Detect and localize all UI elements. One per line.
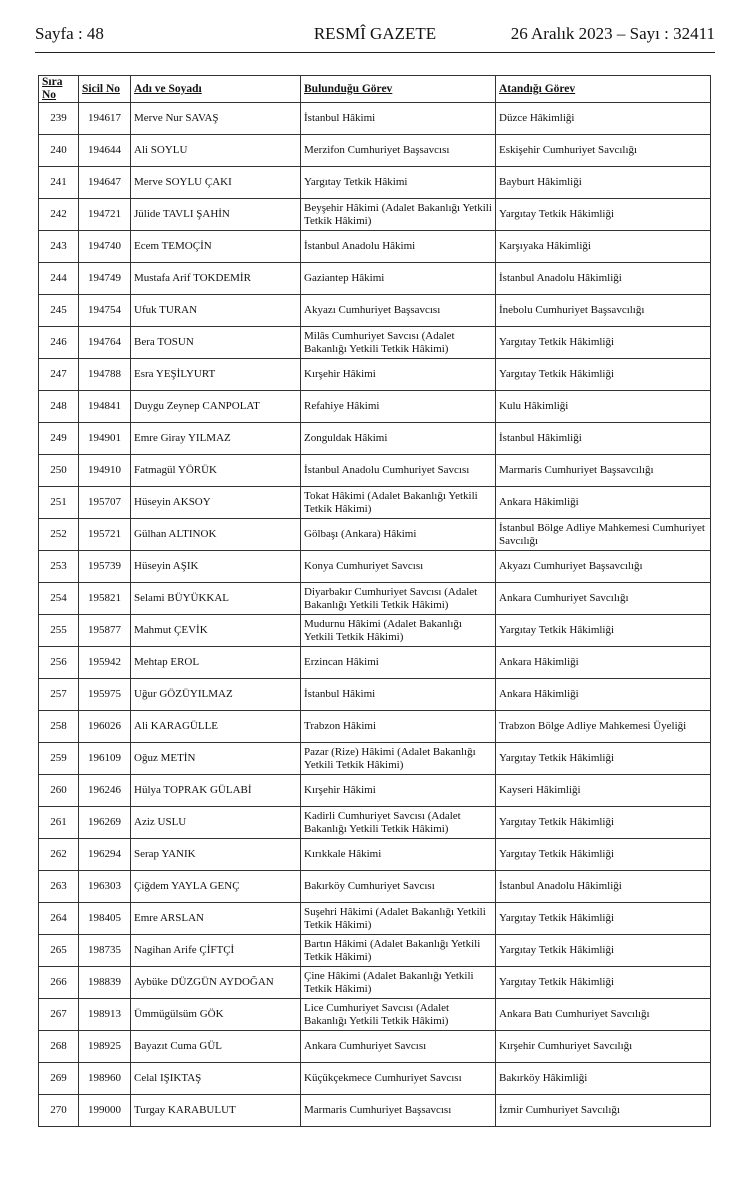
table-row	[39, 1031, 711, 1063]
cell-bulundugu-gorev: Trabzon Hâkimi	[301, 711, 496, 743]
cell-adi-soyadi: Bayazıt Cuma GÜL	[131, 1031, 301, 1063]
cell-adi-soyadi: Ufuk TURAN	[131, 295, 301, 327]
cell-sira-no: 270	[39, 1095, 79, 1127]
cell-sicil-no: 194754	[79, 295, 131, 327]
cell-adi-soyadi: Merve SOYLU ÇAKI	[131, 167, 301, 199]
cell-sicil-no: 198960	[79, 1063, 131, 1095]
cell-sira-no: 266	[39, 967, 79, 999]
table-row	[39, 327, 711, 359]
cell-bulundugu-gorev: Çine Hâkimi (Adalet Bakanlığı Yetkili Tetkik Hâkimi)	[301, 967, 496, 999]
cell-atandigi-gorev: İstanbul Bölge Adliye Mahkemesi Cumhuriyet Savcılığı	[496, 519, 711, 551]
cell-adi-soyadi: Ali SOYLU	[131, 135, 301, 167]
table-row	[39, 839, 711, 871]
cell-sicil-no: 196109	[79, 743, 131, 775]
cell-sicil-no: 198405	[79, 903, 131, 935]
cell-sira-no: 256	[39, 647, 79, 679]
cell-bulundugu-gorev: Mudurnu Hâkimi (Adalet Bakanlığı Yetkili Tetkik Hâkimi)	[301, 615, 496, 647]
cell-sicil-no: 199000	[79, 1095, 131, 1127]
cell-sicil-no: 194644	[79, 135, 131, 167]
cell-adi-soyadi: Jülide TAVLI ŞAHİN	[131, 199, 301, 231]
cell-adi-soyadi: Uğur GÖZÜYILMAZ	[131, 679, 301, 711]
cell-sira-no: 257	[39, 679, 79, 711]
cell-bulundugu-gorev: Ankara Cumhuriyet Savcısı	[301, 1031, 496, 1063]
cell-atandigi-gorev: Yargıtay Tetkik Hâkimliği	[496, 743, 711, 775]
cell-sira-no: 265	[39, 935, 79, 967]
cell-atandigi-gorev: Yargıtay Tetkik Hâkimliği	[496, 839, 711, 871]
cell-bulundugu-gorev: Bakırköy Cumhuriyet Savcısı	[301, 871, 496, 903]
table-row	[39, 583, 711, 615]
cell-sira-no: 267	[39, 999, 79, 1031]
cell-adi-soyadi: Fatmagül YÖRÜK	[131, 455, 301, 487]
cell-adi-soyadi: Aybüke DÜZGÜN AYDOĞAN	[131, 967, 301, 999]
cell-atandigi-gorev: Kulu Hâkimliği	[496, 391, 711, 423]
column-header-sicil-no: Sicil No	[79, 76, 131, 103]
cell-sicil-no: 194901	[79, 423, 131, 455]
cell-adi-soyadi: Serap YANIK	[131, 839, 301, 871]
cell-bulundugu-gorev: Kadirli Cumhuriyet Savcısı (Adalet Bakanlığı Yetkili Tetkik Hâkimi)	[301, 807, 496, 839]
cell-bulundugu-gorev: Kırşehir Hâkimi	[301, 359, 496, 391]
cell-bulundugu-gorev: Marmaris Cumhuriyet Başsavcısı	[301, 1095, 496, 1127]
cell-sira-no: 251	[39, 487, 79, 519]
table-row	[39, 519, 711, 551]
cell-sira-no: 241	[39, 167, 79, 199]
table-row	[39, 103, 711, 135]
cell-sicil-no: 194910	[79, 455, 131, 487]
cell-bulundugu-gorev: Beyşehir Hâkimi (Adalet Bakanlığı Yetkili Tetkik Hâkimi)	[301, 199, 496, 231]
cell-atandigi-gorev: Yargıtay Tetkik Hâkimliği	[496, 903, 711, 935]
cell-atandigi-gorev: Bayburt Hâkimliği	[496, 167, 711, 199]
date-issue: 26 Aralık 2023 – Sayı : 32411	[510, 24, 715, 43]
cell-sira-no: 262	[39, 839, 79, 871]
table-row	[39, 551, 711, 583]
page-number: Sayfa : 48	[35, 24, 104, 43]
cell-atandigi-gorev: Eskişehir Cumhuriyet Savcılığı	[496, 135, 711, 167]
cell-bulundugu-gorev: Yargıtay Tetkik Hâkimi	[301, 167, 496, 199]
cell-sira-no: 260	[39, 775, 79, 807]
cell-atandigi-gorev: Yargıtay Tetkik Hâkimliği	[496, 967, 711, 999]
cell-adi-soyadi: Gülhan ALTINOK	[131, 519, 301, 551]
cell-atandigi-gorev: Ankara Hâkimliği	[496, 679, 711, 711]
cell-sicil-no: 195707	[79, 487, 131, 519]
cell-sicil-no: 196026	[79, 711, 131, 743]
cell-sira-no: 249	[39, 423, 79, 455]
table-row	[39, 423, 711, 455]
cell-sira-no: 243	[39, 231, 79, 263]
cell-bulundugu-gorev: Erzincan Hâkimi	[301, 647, 496, 679]
table-row	[39, 391, 711, 423]
cell-sira-no: 268	[39, 1031, 79, 1063]
table-header-row	[39, 76, 711, 103]
cell-sira-no: 252	[39, 519, 79, 551]
cell-sicil-no: 195877	[79, 615, 131, 647]
cell-bulundugu-gorev: Refahiye Hâkimi	[301, 391, 496, 423]
cell-adi-soyadi: Hüseyin AŞIK	[131, 551, 301, 583]
cell-atandigi-gorev: Karşıyaka Hâkimliği	[496, 231, 711, 263]
table-row	[39, 167, 711, 199]
cell-bulundugu-gorev: Diyarbakır Cumhuriyet Savcısı (Adalet Bakanlığı Yetkili Tetkik Hâkimi)	[301, 583, 496, 615]
cell-adi-soyadi: Ümmügülsüm GÖK	[131, 999, 301, 1031]
cell-bulundugu-gorev: Akyazı Cumhuriyet Başsavcısı	[301, 295, 496, 327]
cell-adi-soyadi: Celal IŞIKTAŞ	[131, 1063, 301, 1095]
cell-adi-soyadi: Emre Giray YILMAZ	[131, 423, 301, 455]
cell-atandigi-gorev: Yargıtay Tetkik Hâkimliği	[496, 935, 711, 967]
cell-atandigi-gorev: Marmaris Cumhuriyet Başsavcılığı	[496, 455, 711, 487]
table-row	[39, 231, 711, 263]
cell-atandigi-gorev: Yargıtay Tetkik Hâkimliği	[496, 359, 711, 391]
cell-sira-no: 248	[39, 391, 79, 423]
cell-adi-soyadi: Emre ARSLAN	[131, 903, 301, 935]
table-row	[39, 135, 711, 167]
cell-sicil-no: 194788	[79, 359, 131, 391]
cell-bulundugu-gorev: Tokat Hâkimi (Adalet Bakanlığı Yetkili Tetkik Hâkimi)	[301, 487, 496, 519]
cell-atandigi-gorev: Yargıtay Tetkik Hâkimliği	[496, 615, 711, 647]
cell-sicil-no: 195975	[79, 679, 131, 711]
cell-adi-soyadi: Turgay KARABULUT	[131, 1095, 301, 1127]
cell-sicil-no: 195821	[79, 583, 131, 615]
cell-sicil-no: 194740	[79, 231, 131, 263]
cell-bulundugu-gorev: İstanbul Anadolu Hâkimi	[301, 231, 496, 263]
cell-adi-soyadi: Ali KARAGÜLLE	[131, 711, 301, 743]
cell-sicil-no: 194721	[79, 199, 131, 231]
cell-atandigi-gorev: İstanbul Hâkimliği	[496, 423, 711, 455]
cell-sira-no: 263	[39, 871, 79, 903]
table-row	[39, 487, 711, 519]
table-row	[39, 935, 711, 967]
cell-adi-soyadi: Selami BÜYÜKKAL	[131, 583, 301, 615]
cell-adi-soyadi: Aziz USLU	[131, 807, 301, 839]
table-row	[39, 199, 711, 231]
table-row	[39, 775, 711, 807]
table-row	[39, 295, 711, 327]
cell-sicil-no: 194647	[79, 167, 131, 199]
cell-sira-no: 261	[39, 807, 79, 839]
table-row	[39, 807, 711, 839]
cell-atandigi-gorev: İstanbul Anadolu Hâkimliği	[496, 263, 711, 295]
cell-atandigi-gorev: Yargıtay Tetkik Hâkimliği	[496, 807, 711, 839]
cell-sira-no: 269	[39, 1063, 79, 1095]
cell-sira-no: 247	[39, 359, 79, 391]
table-row	[39, 711, 711, 743]
cell-sira-no: 242	[39, 199, 79, 231]
table-row	[39, 999, 711, 1031]
cell-sira-no: 239	[39, 103, 79, 135]
table-body	[39, 103, 711, 1127]
column-header-adi-soyadi: Adı ve Soyadı	[131, 76, 301, 103]
cell-bulundugu-gorev: Küçükçekmece Cumhuriyet Savcısı	[301, 1063, 496, 1095]
cell-adi-soyadi: Mustafa Arif TOKDEMİR	[131, 263, 301, 295]
cell-sicil-no: 195942	[79, 647, 131, 679]
cell-sicil-no: 196294	[79, 839, 131, 871]
cell-sira-no: 244	[39, 263, 79, 295]
cell-adi-soyadi: Merve Nur SAVAŞ	[131, 103, 301, 135]
cell-sira-no: 264	[39, 903, 79, 935]
cell-sira-no: 253	[39, 551, 79, 583]
cell-sira-no: 259	[39, 743, 79, 775]
cell-bulundugu-gorev: Merzifon Cumhuriyet Başsavcısı	[301, 135, 496, 167]
cell-adi-soyadi: Çiğdem YAYLA GENÇ	[131, 871, 301, 903]
cell-bulundugu-gorev: Pazar (Rize) Hâkimi (Adalet Bakanlığı Yetkili Tetkik Hâkimi)	[301, 743, 496, 775]
header-rule	[35, 52, 715, 53]
table-row	[39, 967, 711, 999]
cell-adi-soyadi: Oğuz METİN	[131, 743, 301, 775]
cell-sicil-no: 194841	[79, 391, 131, 423]
cell-atandigi-gorev: Akyazı Cumhuriyet Başsavcılığı	[496, 551, 711, 583]
cell-sicil-no: 194617	[79, 103, 131, 135]
cell-sira-no: 258	[39, 711, 79, 743]
cell-atandigi-gorev: Düzce Hâkimliği	[496, 103, 711, 135]
cell-bulundugu-gorev: Konya Cumhuriyet Savcısı	[301, 551, 496, 583]
cell-bulundugu-gorev: Milâs Cumhuriyet Savcısı (Adalet Bakanlığı Yetkili Tetkik Hâkimi)	[301, 327, 496, 359]
cell-sira-no: 255	[39, 615, 79, 647]
cell-sicil-no: 196269	[79, 807, 131, 839]
cell-sicil-no: 198925	[79, 1031, 131, 1063]
table-row	[39, 455, 711, 487]
table-row	[39, 679, 711, 711]
cell-bulundugu-gorev: Lice Cumhuriyet Savcısı (Adalet Bakanlığı Yetkili Tetkik Hâkimi)	[301, 999, 496, 1031]
cell-adi-soyadi: Esra YEŞİLYURT	[131, 359, 301, 391]
table-row	[39, 1095, 711, 1127]
cell-sira-no: 254	[39, 583, 79, 615]
cell-sira-no: 240	[39, 135, 79, 167]
cell-adi-soyadi: Mehtap EROL	[131, 647, 301, 679]
cell-adi-soyadi: Hüseyin AKSOY	[131, 487, 301, 519]
cell-atandigi-gorev: Trabzon Bölge Adliye Mahkemesi Üyeliği	[496, 711, 711, 743]
table-row	[39, 903, 711, 935]
cell-sicil-no: 194764	[79, 327, 131, 359]
cell-atandigi-gorev: Kayseri Hâkimliği	[496, 775, 711, 807]
cell-bulundugu-gorev: İstanbul Hâkimi	[301, 103, 496, 135]
cell-atandigi-gorev: İstanbul Anadolu Hâkimliği	[496, 871, 711, 903]
cell-atandigi-gorev: Yargıtay Tetkik Hâkimliği	[496, 327, 711, 359]
cell-sira-no: 246	[39, 327, 79, 359]
cell-adi-soyadi: Mahmut ÇEVİK	[131, 615, 301, 647]
cell-atandigi-gorev: Bakırköy Hâkimliği	[496, 1063, 711, 1095]
cell-adi-soyadi: Ecem TEMOÇİN	[131, 231, 301, 263]
cell-adi-soyadi: Nagihan Arife ÇİFTÇİ	[131, 935, 301, 967]
cell-sicil-no: 198839	[79, 967, 131, 999]
cell-bulundugu-gorev: İstanbul Hâkimi	[301, 679, 496, 711]
cell-adi-soyadi: Bera TOSUN	[131, 327, 301, 359]
cell-atandigi-gorev: Kırşehir Cumhuriyet Savcılığı	[496, 1031, 711, 1063]
cell-adi-soyadi: Duygu Zeynep CANPOLAT	[131, 391, 301, 423]
column-header-sira-no: Sıra No	[39, 76, 79, 103]
cell-atandigi-gorev: İnebolu Cumhuriyet Başsavcılığı	[496, 295, 711, 327]
cell-bulundugu-gorev: Gölbaşı (Ankara) Hâkimi	[301, 519, 496, 551]
cell-sira-no: 245	[39, 295, 79, 327]
cell-sicil-no: 194749	[79, 263, 131, 295]
table-row	[39, 615, 711, 647]
cell-sira-no: 250	[39, 455, 79, 487]
cell-sicil-no: 196303	[79, 871, 131, 903]
cell-sicil-no: 196246	[79, 775, 131, 807]
cell-sicil-no: 198913	[79, 999, 131, 1031]
cell-sicil-no: 198735	[79, 935, 131, 967]
table-row	[39, 1063, 711, 1095]
cell-bulundugu-gorev: Kırşehir Hâkimi	[301, 775, 496, 807]
cell-sicil-no: 195721	[79, 519, 131, 551]
cell-atandigi-gorev: Ankara Batı Cumhuriyet Savcılığı	[496, 999, 711, 1031]
cell-sicil-no: 195739	[79, 551, 131, 583]
appointment-table	[38, 75, 711, 1127]
cell-bulundugu-gorev: Zonguldak Hâkimi	[301, 423, 496, 455]
cell-bulundugu-gorev: Gaziantep Hâkimi	[301, 263, 496, 295]
column-header-atandigi-gorev: Atandığı Görev	[496, 76, 711, 103]
table-row	[39, 263, 711, 295]
page-header	[35, 24, 715, 50]
column-header-bulundugu-gorev: Bulunduğu Görev	[301, 76, 496, 103]
gazette-title: RESMÎ GAZETE	[313, 24, 437, 43]
cell-adi-soyadi: Hülya TOPRAK GÜLABİ	[131, 775, 301, 807]
cell-bulundugu-gorev: Suşehri Hâkimi (Adalet Bakanlığı Yetkili Tetkik Hâkimi)	[301, 903, 496, 935]
cell-atandigi-gorev: Ankara Hâkimliği	[496, 647, 711, 679]
table-row	[39, 743, 711, 775]
cell-bulundugu-gorev: Kırıkkale Hâkimi	[301, 839, 496, 871]
table-row	[39, 647, 711, 679]
cell-atandigi-gorev: Ankara Hâkimliği	[496, 487, 711, 519]
table-row	[39, 871, 711, 903]
cell-atandigi-gorev: İzmir Cumhuriyet Savcılığı	[496, 1095, 711, 1127]
table-row	[39, 359, 711, 391]
cell-atandigi-gorev: Yargıtay Tetkik Hâkimliği	[496, 199, 711, 231]
cell-bulundugu-gorev: Bartın Hâkimi (Adalet Bakanlığı Yetkili Tetkik Hâkimi)	[301, 935, 496, 967]
cell-bulundugu-gorev: İstanbul Anadolu Cumhuriyet Savcısı	[301, 455, 496, 487]
cell-atandigi-gorev: Ankara Cumhuriyet Savcılığı	[496, 583, 711, 615]
